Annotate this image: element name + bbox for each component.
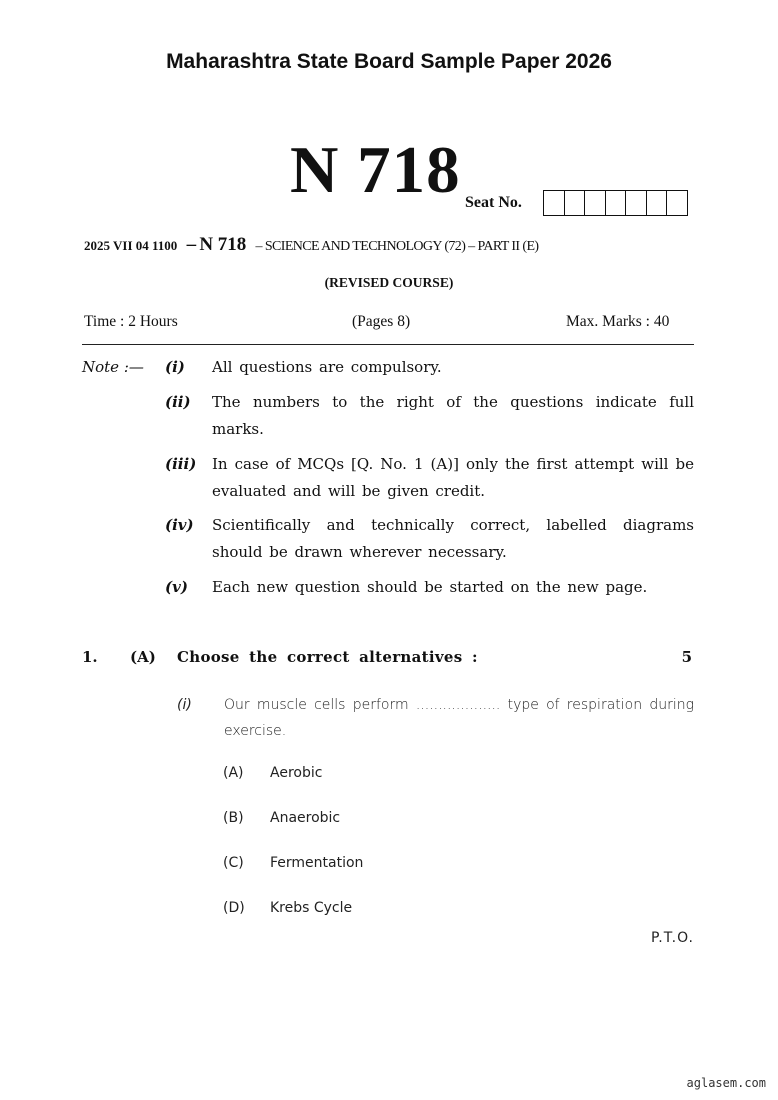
option-text: Fermentation (270, 855, 364, 871)
note-number: (i) (165, 358, 185, 376)
option (223, 900, 352, 916)
course-label: (REVISED COURSE) (324, 275, 454, 290)
seat-box (585, 191, 606, 215)
header-divider (82, 344, 694, 345)
option-label: (D) (223, 900, 245, 916)
note-number: (iii) (165, 455, 197, 473)
seat-box (667, 191, 687, 215)
paper-header-line (84, 234, 538, 256)
seat-box (544, 191, 565, 215)
watermark: aglasem.com (686, 1076, 766, 1090)
pto-label: P.T.O. (651, 930, 694, 946)
seat-number-boxes (543, 190, 688, 216)
seat-box (647, 191, 668, 215)
question-instruction: Choose the correct alternatives : (177, 648, 478, 666)
option (223, 855, 363, 871)
seat-box (606, 191, 627, 215)
note-number: (v) (165, 578, 188, 596)
note-text: Scientifically and technically correct, labelled diagrams should be drawn wherever necessary. (212, 516, 694, 561)
note-label: Note :— (82, 358, 144, 376)
option-text: Anaerobic (270, 810, 341, 826)
sub-question-text: Our muscle cells perform ................... type of respiration during exercise. (224, 697, 694, 739)
option-label: (A) (223, 765, 244, 781)
note-item (82, 354, 694, 381)
option-text: Krebs Cycle (270, 900, 353, 916)
sub-question (177, 692, 694, 744)
max-marks-label: Max. Marks : 40 (566, 313, 670, 330)
time-label: Time : 2 Hours (84, 313, 178, 330)
note-number: (iv) (165, 516, 194, 534)
note-number: (ii) (165, 393, 191, 411)
option-label: (C) (223, 855, 244, 871)
question-number: 1. (82, 648, 98, 666)
option (223, 765, 322, 781)
seat-box (565, 191, 586, 215)
site-title: Maharashtra State Board Sample Paper 2026 (166, 50, 612, 73)
paper-code-heading: N 718 (290, 133, 461, 207)
exam-code: 2025 VII 04 1100 (84, 238, 178, 253)
sub-question-number: (i) (177, 697, 192, 713)
question-part: (A) (130, 648, 156, 666)
question-1-header (82, 648, 694, 670)
seat-number-label: Seat No. (465, 194, 522, 211)
note-item (82, 451, 694, 504)
paper-code-small: N 718 (199, 234, 247, 255)
pages-label: (Pages 8) (352, 313, 411, 330)
question-marks: 5 (681, 648, 692, 666)
option-text: Aerobic (270, 765, 323, 781)
note-item (82, 574, 694, 601)
note-text: Each new question should be started on the new page. (212, 578, 648, 596)
seat-box (626, 191, 647, 215)
subject-title: – SCIENCE AND TECHNOLOGY (72) – PART II (E) (255, 239, 539, 254)
option-label: (B) (223, 810, 244, 826)
header-dash: – (186, 234, 197, 255)
note-text: In case of MCQs [Q. No. 1 (A)] only the first attempt will be evaluated and will be given credit. (212, 455, 694, 500)
note-item (82, 512, 694, 565)
note-item (82, 389, 694, 442)
note-text: All questions are compulsory. (212, 358, 442, 376)
note-text: The numbers to the right of the questions indicate full marks. (212, 393, 694, 438)
option (223, 810, 340, 826)
